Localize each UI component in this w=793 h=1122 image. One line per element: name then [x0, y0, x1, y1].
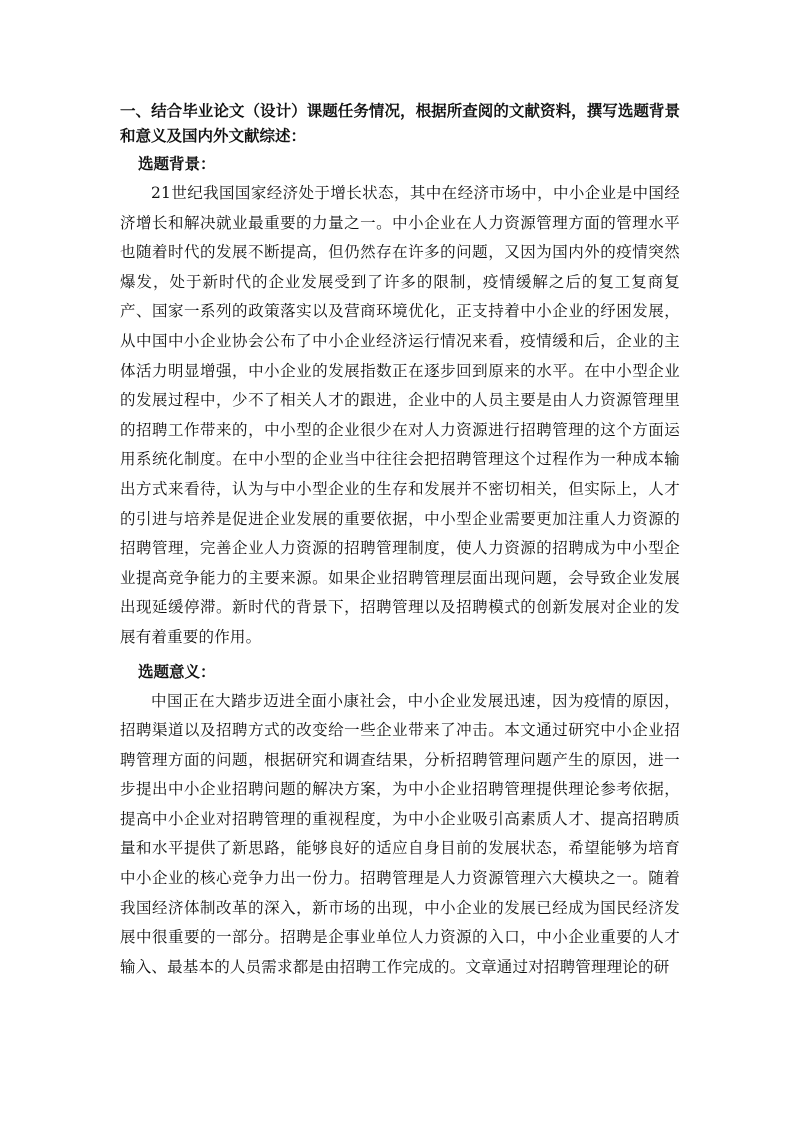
- background-paragraph: 21世纪我国国家经济处于增长状态，其中在经济市场中，中小企业是中国经济增长和解决就业最重要的力量之一。中小企业在人力资源管理方面的管理水平也随着时代的发展不断提高，但仍然存在许多的问题，又因为国内外的疫情突然爆发，处于新时代的企业发展受到了许多的限制，疫情缓解之后的复工复商复产、国家一系列的政策落实以及营商环境优化，正支持着中小企业的纾困发展，从中国中小企业协会公布了中小企业经济运行情况来看，疫情缓和后，企业的主体活力明显增强，中小企业的发展指数正在逐步回到原来的水平。在中小型企业的发展过程中，少不了相关人才的跟进，企业中的人员主要是由人力资源管理里的招聘工作带来的，中小型的企业很少在对人力资源进行招聘管理的这个方面运用系统化制度。在中小型的企业当中往往会把招聘管理这个过程作为一种成本输出方式来看待，认为与中小型企业的生存和发展并不密切相关，但实际上，人才的引进与培养是促进企业发展的重要依据，中小型企业需要更加注重人力资源的招聘管理，完善企业人力资源的招聘管理制度，使人力资源的招聘成为中小型企业提高竞争能力的主要来源。如果企业招聘管理层面出现问题，会导致企业发展出现延缓停滞。新时代的背景下，招聘管理以及招聘模式的创新发展对企业的发展有着重要的作用。: [120, 184, 680, 646]
- document-body: [120, 98, 680, 988]
- significance-paragraph: 中国正在大踏步迈进全面小康社会，中小企业发展迅速，因为疫情的原因，招聘渠道以及招聘方式的改变给一些企业带来了冲击。本文通过研究中小企业招聘管理方面的问题，根据研究和调查结果，分析招聘管理问题产生的原因，进一步提出中小企业招聘问题的解决方案，为中小企业招聘管理提供理论参考依据，提高中小企业对招聘管理的重视程度，为中小企业吸引高素质人才、提高招聘质量和水平提供了新思路，能够良好的适应自身目前的发展状态，希望能够为培育中小企业的核心竞争力出一份力。招聘管理是人力资源管理六大模块之一。随着我国经济体制改革的深入，新市场的出现，中小企业的发展已经成为国民经济发展中很重要的一部分。招聘是企事业单位人力资源的入口，中小企业重要的人才输入、最基本的人员需求都是由招聘工作完成的。文章通过对招聘管理理论的研: [120, 691, 680, 976]
- significance-title: 选题意义：: [138, 661, 216, 681]
- section-heading: 一、结合毕业论文（设计）课题任务情况，根据所查阅的文献资料，撰写选题背景和意义及国内外文献综述：: [120, 101, 680, 145]
- background-title: 选题背景：: [138, 154, 216, 173]
